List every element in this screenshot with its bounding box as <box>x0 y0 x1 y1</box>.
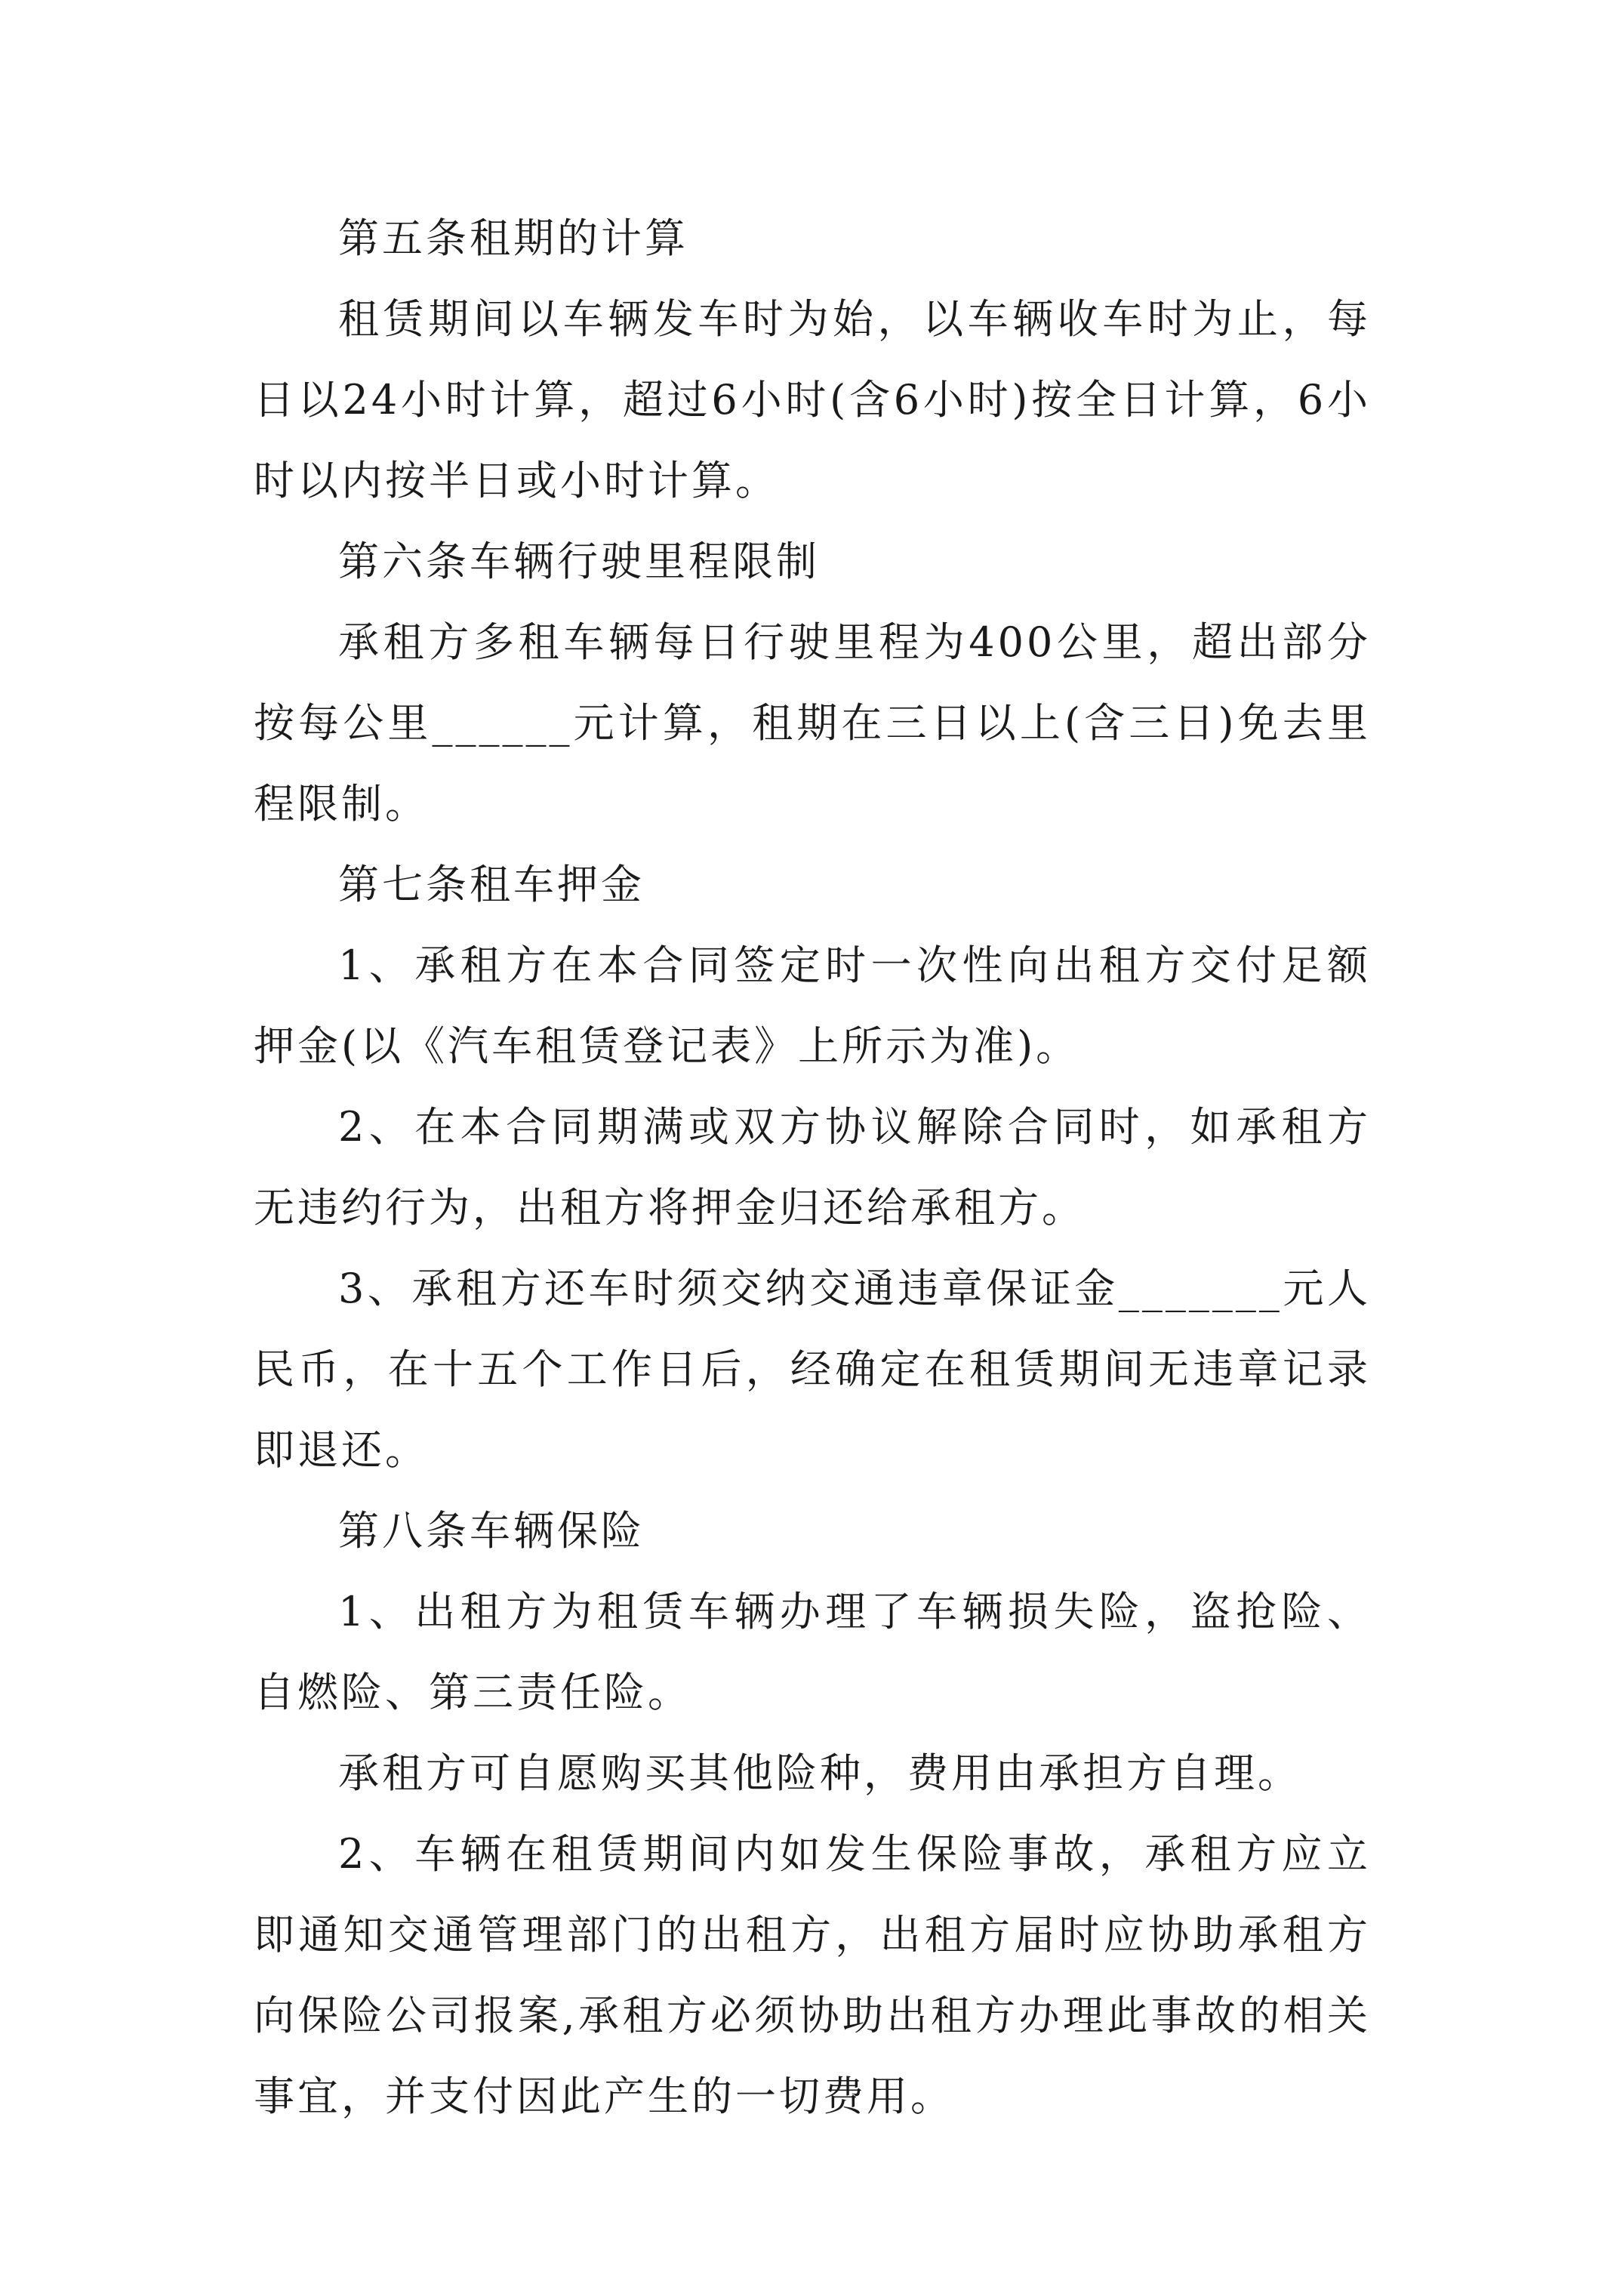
article-7-item-3: 3、承租方还车时须交纳交通违章保证金_______元人民币，在十五个工作日后，经确定在租赁期间无违章记录即退还。 <box>254 1265 1371 1474</box>
article-5-heading: 第五条租期的计算 <box>338 214 688 262</box>
article-6-heading: 第六条车辆行驶里程限制 <box>338 538 820 585</box>
document-body <box>254 198 1371 2137</box>
article-5-paragraph: 租赁期间以车辆发车时为始，以车辆收车时为止，每日以24小时计算，超过6小时(含6小时)按全日计算，6小时以内按半日或小时计算。 <box>254 295 1371 504</box>
article-7-item-1: 1、承租方在本合同签定时一次性向出租方交付足额押金(以《汽车租赁登记表》上所示为准)。 <box>254 942 1371 1070</box>
article-8-heading: 第八条车辆保险 <box>338 1507 645 1555</box>
article-7-item-2: 2、在本合同期满或双方协议解除合同时，如承租方无违约行为，出租方将押金归还给承租方。 <box>254 1103 1371 1231</box>
article-8-item-2: 2、车辆在租赁期间内如发生保险事故，承租方应立即通知交通管理部门的出租方，出租方届时应协助承租方向保险公司报案,承租方必须协助出租方办理此事故的相关事宜，并支付因此产生的一切费用。 <box>254 1830 1371 2120</box>
article-8-note: 承租方可自愿购买其他险种，费用由承担方自理。 <box>338 1749 1301 1797</box>
article-7-heading: 第七条租车押金 <box>338 861 645 908</box>
article-6-paragraph: 承租方多租车辆每日行驶里程为400公里，超出部分按每公里______元计算，租期在三日以上(含三日)免去里程限制。 <box>254 618 1371 827</box>
article-8-item-1: 1、出租方为租赁车辆办理了车辆损失险，盗抢险、自燃险、第三责任险。 <box>254 1588 1371 1716</box>
